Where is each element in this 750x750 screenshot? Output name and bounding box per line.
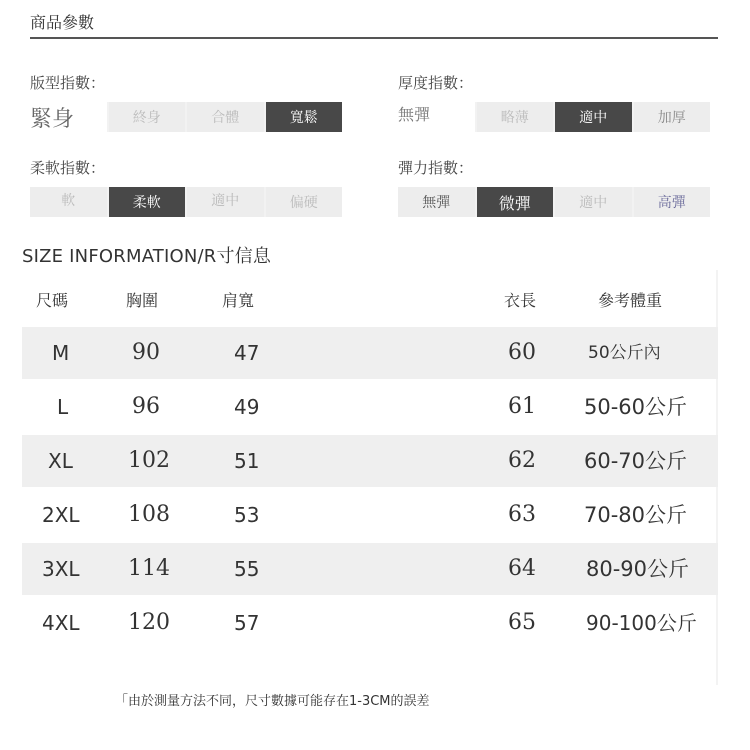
- section-title: 商品參數: [30, 13, 95, 32]
- thickness-label: 厚度指數：: [398, 74, 474, 92]
- header-chest: 胸圍: [126, 291, 159, 310]
- header-weight: 參考體重: [598, 291, 663, 310]
- chest-cell: 96: [132, 394, 160, 419]
- elasticity-label: 彈力指數：: [398, 159, 474, 177]
- thickness-level-2: 略薄: [477, 102, 554, 132]
- table-row: [22, 327, 718, 379]
- shoulder-cell: 55: [234, 557, 260, 581]
- size-cell: XL: [48, 449, 73, 473]
- shoulder-cell: 47: [234, 341, 260, 365]
- fit-level-2: 終身: [109, 102, 186, 132]
- fit-level-1: 緊身: [30, 102, 107, 132]
- shoulder-cell: 53: [234, 503, 260, 527]
- chest-cell: 120: [128, 610, 170, 635]
- fit-level-3: 合體: [187, 102, 264, 132]
- table-row: [22, 381, 718, 433]
- size-cell: L: [57, 395, 69, 419]
- size-information-heading: SIZE INFORMATION/R寸信息: [22, 246, 272, 267]
- elasticity-scale: [398, 187, 710, 217]
- softness-scale: [30, 187, 342, 217]
- size-cell: 3XL: [42, 557, 80, 581]
- softness-label: 柔軟指數：: [30, 159, 106, 177]
- length-cell: 65: [508, 610, 536, 635]
- weight-cell: 70-80公斤: [584, 503, 688, 527]
- table-row: [22, 489, 718, 541]
- thickness-level-1: 無彈: [398, 102, 475, 132]
- table-row: [22, 543, 718, 595]
- weight-cell: 60-70公斤: [584, 449, 688, 473]
- fit-level-selected: 寬鬆: [266, 102, 343, 132]
- fit-scale: [30, 102, 342, 132]
- chest-cell: 114: [128, 556, 170, 581]
- elasticity-level-selected: 微彈: [477, 187, 554, 217]
- chest-cell: 90: [132, 340, 160, 365]
- size-cell: M: [52, 341, 70, 365]
- thickness-level-selected: 適中: [555, 102, 632, 132]
- fit-label: 版型指數：: [30, 74, 106, 92]
- thickness-scale: [398, 102, 710, 132]
- thickness-level-4: 加厚: [634, 102, 711, 132]
- table-row: [22, 435, 718, 487]
- chest-cell: 108: [128, 502, 170, 527]
- table-row: [22, 597, 718, 649]
- elasticity-level-1: 無彈: [398, 187, 475, 217]
- length-cell: 60: [508, 340, 536, 365]
- weight-cell: 50公斤內: [588, 343, 661, 363]
- length-cell: 64: [508, 556, 536, 581]
- softness-level-3: 適中: [187, 187, 264, 217]
- softness-level-selected: 柔軟: [109, 187, 186, 217]
- chest-cell: 102: [128, 448, 170, 473]
- size-cell: 4XL: [42, 611, 80, 635]
- shoulder-cell: 51: [234, 449, 260, 473]
- elasticity-level-3: 適中: [555, 187, 632, 217]
- elasticity-level-4: 高彈: [634, 187, 711, 217]
- header-size: 尺碼: [36, 291, 69, 310]
- shoulder-cell: 49: [234, 395, 260, 419]
- title-divider: [30, 37, 718, 39]
- length-cell: 61: [508, 394, 536, 419]
- header-length: 衣長: [504, 291, 537, 310]
- size-cell: 2XL: [42, 503, 80, 527]
- length-cell: 62: [508, 448, 536, 473]
- header-shoulder: 肩寬: [222, 291, 255, 310]
- weight-cell: 90-100公斤: [586, 611, 697, 635]
- softness-level-4: 偏硬: [266, 187, 343, 217]
- shoulder-cell: 57: [234, 611, 260, 635]
- measurement-note: 「由於測量方法不同，尺寸數據可能存在1-3CM的誤差: [115, 694, 430, 709]
- softness-level-1: 軟: [30, 187, 107, 217]
- length-cell: 63: [508, 502, 536, 527]
- weight-cell: 80-90公斤: [586, 557, 690, 581]
- weight-cell: 50-60公斤: [584, 395, 688, 419]
